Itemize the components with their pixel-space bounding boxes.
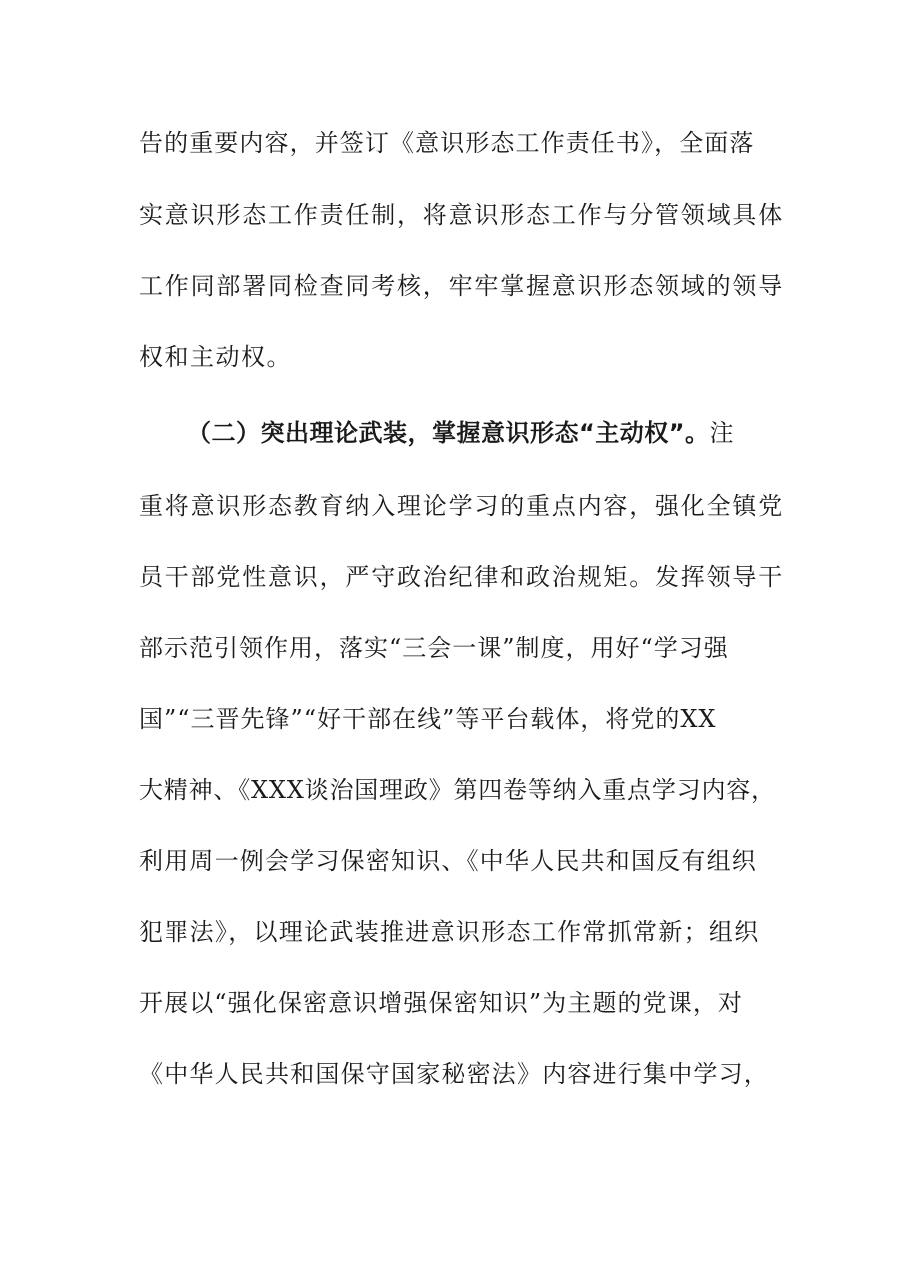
paragraph-line: 工作同部署同检查同考核，牢牢掌握意识形态领域的领导 bbox=[139, 272, 784, 300]
heading-tail-text: 注 bbox=[709, 419, 734, 447]
paragraph-line: 大精神、《XXX谈治国理政》第四卷等纳入重点学习内容， bbox=[139, 776, 776, 804]
paragraph-line: 开展以“强化保密意识增强保密知识”为主题的党课，对 bbox=[139, 989, 744, 1017]
paragraph-line: 权和主动权。 bbox=[139, 343, 292, 371]
paragraph-line: 《中华人民共和国保守国家秘密法》内容进行集中学习， bbox=[139, 1060, 769, 1088]
paragraph-line: 犯罪法》，以理论武装推进意识形态工作常抓常新；组织 bbox=[139, 918, 760, 946]
paragraph-line: 员干部党性意识，严守政治纪律和政治规矩。发挥领导干 bbox=[139, 563, 784, 591]
section-heading: （二）突出理论武装，掌握意识形态“主动权”。 bbox=[187, 419, 710, 447]
paragraph-line: 国”“三晋先锋”“好干部在线”等平台载体，将党的XX bbox=[139, 705, 717, 733]
paragraph-line: 部示范引领作用，落实“三会一课”制度，用好“学习强 bbox=[139, 634, 729, 662]
paragraph-line: 告的重要内容，并签订《意识形态工作责任书》，全面落 bbox=[139, 129, 755, 157]
paragraph-line: 重将意识形态教育纳入理论学习的重点内容，强化全镇党 bbox=[139, 492, 784, 520]
paragraph-line: 实意识形态工作责任制，将意识形态工作与分管领域具体 bbox=[139, 201, 784, 229]
section-heading-line bbox=[187, 418, 827, 448]
paragraph-line: 利用周一例会学习保密知识、《中华人民共和国反有组织 bbox=[139, 847, 757, 875]
